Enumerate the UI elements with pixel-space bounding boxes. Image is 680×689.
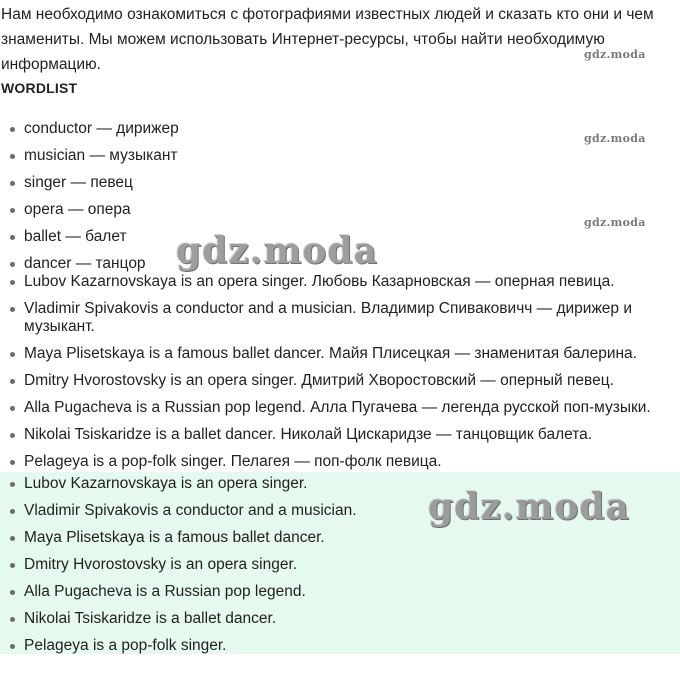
word-text: ballet — балет bbox=[24, 228, 127, 245]
answer-item bbox=[0, 529, 680, 547]
bullet-icon bbox=[10, 460, 15, 465]
word-text: singer — певец bbox=[24, 174, 133, 191]
word-item bbox=[0, 147, 680, 165]
bullet-icon bbox=[10, 307, 15, 312]
answer-item bbox=[0, 637, 680, 655]
bullet-icon bbox=[10, 208, 15, 213]
bullet-icon bbox=[10, 482, 15, 487]
bullet-icon bbox=[10, 590, 15, 595]
fact-text: Vladimir Spivakovis a conductor and a musician. Владимир Спиваковичч — дирижер и музыкант. bbox=[24, 300, 633, 335]
bullet-icon bbox=[10, 433, 15, 438]
watermark-large: gdz.moda bbox=[428, 486, 630, 528]
word-item bbox=[0, 174, 680, 192]
answer-text: Pelageya is a pop-folk singer. bbox=[24, 637, 227, 654]
bullet-icon bbox=[10, 127, 15, 132]
bullet-icon bbox=[10, 406, 15, 411]
answer-text: Maya Plisetskaya is a famous ballet dancer. bbox=[24, 529, 325, 546]
bullet-icon bbox=[10, 563, 15, 568]
fact-text: Alla Pugacheva is a Russian pop legend. Алла Пугачева — легенда русской поп-музыки. bbox=[24, 399, 651, 416]
bullet-icon bbox=[10, 352, 15, 357]
bullet-icon bbox=[10, 379, 15, 384]
fact-item bbox=[0, 300, 680, 336]
fact-item bbox=[0, 453, 680, 471]
bullet-icon bbox=[10, 509, 15, 514]
fact-text: Nikolai Tsiskaridze is a ballet dancer. Николай Цискаридзе — танцовщик балета. bbox=[24, 426, 593, 443]
watermark-small: gdz.moda bbox=[584, 216, 646, 229]
fact-item bbox=[0, 426, 680, 444]
fact-text: Dmitry Hvorostovsky is an opera singer. Дмитрий Хворостовский — оперный певец. bbox=[24, 372, 614, 389]
word-text: conductor — дирижер bbox=[24, 120, 179, 137]
answer-text: Alla Pugacheva is a Russian pop legend. bbox=[24, 583, 306, 600]
answer-item bbox=[0, 610, 680, 628]
bullet-icon bbox=[10, 536, 15, 541]
wordlist-heading: WORDLIST bbox=[1, 80, 78, 96]
bullet-icon bbox=[10, 154, 15, 159]
fact-text: Pelageya is a pop-folk singer. Пелагея — поп-фолк певица. bbox=[24, 453, 442, 470]
answer-text: Nikolai Tsiskaridze is a ballet dancer. bbox=[24, 610, 277, 627]
word-item bbox=[0, 201, 680, 219]
fact-text: Maya Plisetskaya is a famous ballet dancer. Майя Плисецкая — знаменитая балерина. bbox=[24, 345, 637, 362]
fact-item bbox=[0, 372, 680, 390]
word-item bbox=[0, 120, 680, 138]
bullet-icon bbox=[10, 181, 15, 186]
bullet-icon bbox=[10, 644, 15, 649]
fact-text: Lubov Kazarnovskaya is an opera singer. Любовь Казарновская — оперная певица. bbox=[24, 273, 615, 290]
watermark-large: gdz.moda bbox=[176, 230, 378, 272]
intro-paragraph: Нам необходимо ознакомиться с фотографиями известных людей и сказать кто они и чем знамениты. Мы можем использовать Интернет-ресурсы, чтобы найти необходимую информацию. bbox=[1, 6, 654, 73]
bullet-icon bbox=[10, 235, 15, 240]
facts-list bbox=[0, 273, 680, 480]
answer-item bbox=[0, 583, 680, 601]
bullet-icon bbox=[10, 280, 15, 285]
bullet-icon bbox=[10, 262, 15, 267]
fact-item bbox=[0, 345, 680, 363]
answer-text: Vladimir Spivakovis a conductor and a musician. bbox=[24, 502, 357, 519]
watermark-small: gdz.moda bbox=[584, 132, 646, 145]
answer-text: Dmitry Hvorostovsky is an opera singer. bbox=[24, 556, 298, 573]
answer-text: Lubov Kazarnovskaya is an opera singer. bbox=[24, 475, 308, 492]
answer-item bbox=[0, 556, 680, 574]
watermark-small: gdz.moda bbox=[584, 48, 646, 61]
word-text: opera — опера bbox=[24, 201, 131, 218]
fact-item bbox=[0, 399, 680, 417]
fact-item bbox=[0, 273, 680, 291]
word-text: musician — музыкант bbox=[24, 147, 178, 164]
bullet-icon bbox=[10, 617, 15, 622]
word-text: dancer — танцор bbox=[24, 255, 146, 272]
